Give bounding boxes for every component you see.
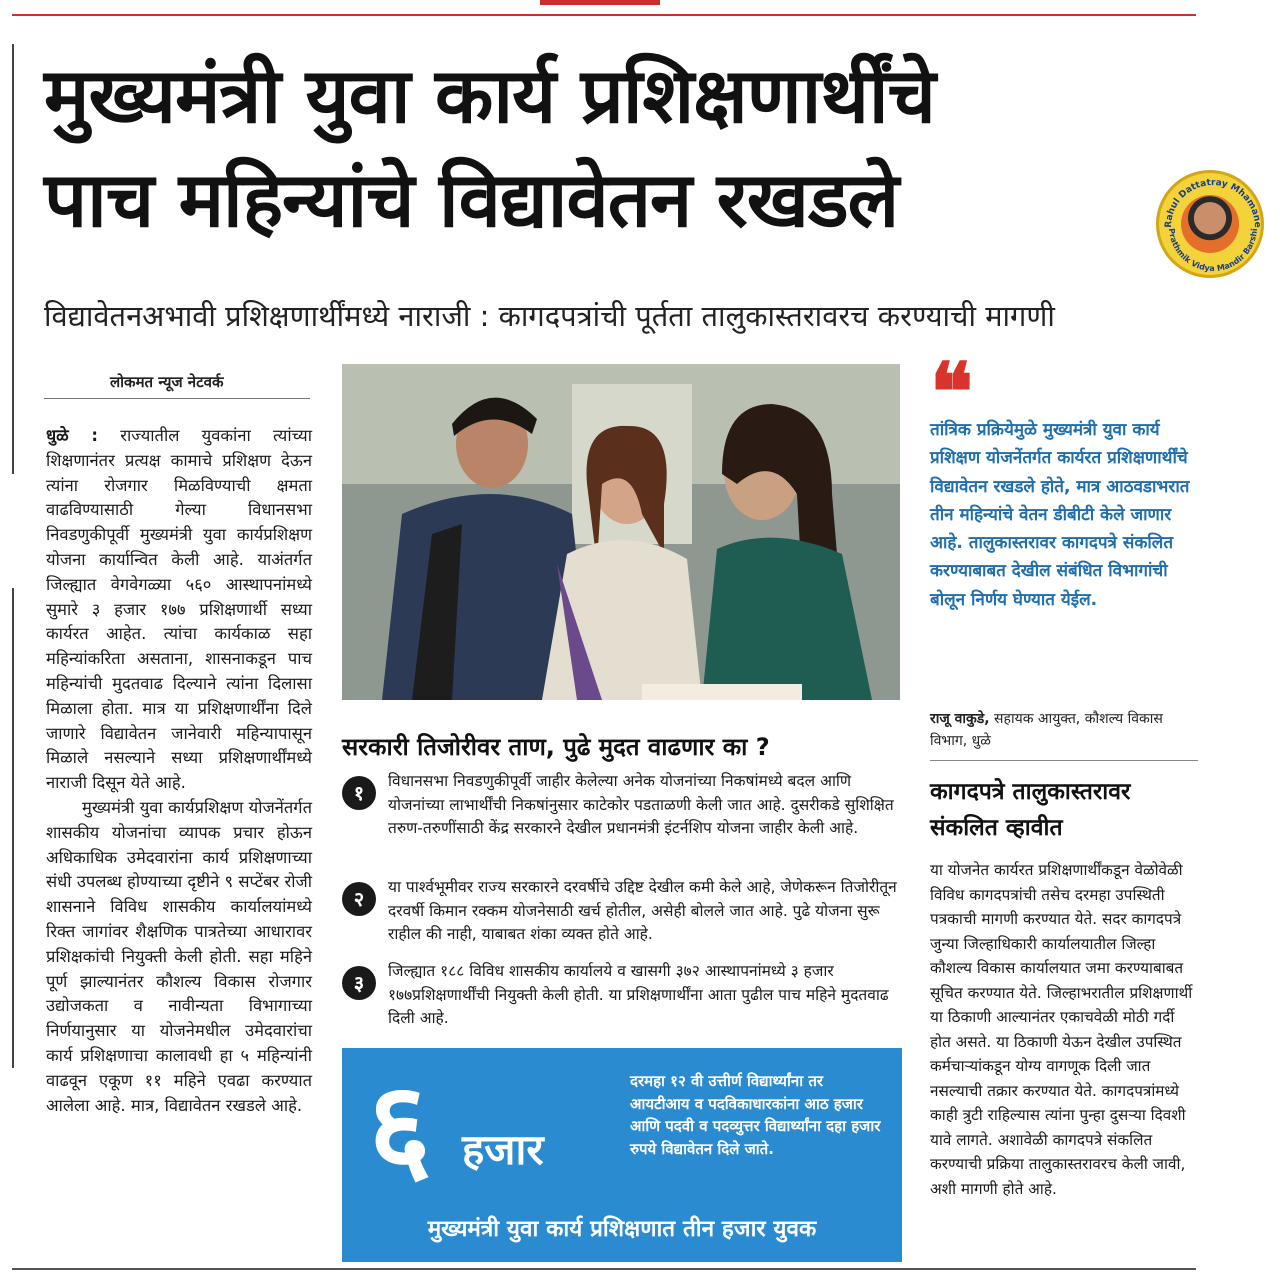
stipend-big-number: ६: [368, 1056, 432, 1198]
badge-bottom-text: Prathmik Vidya Mandir Barshi: [1166, 227, 1259, 274]
headline-line-1: मुख्यमंत्री युवा कार्य प्रशिक्षणार्थींचे: [44, 51, 935, 140]
dateline: धुळे :: [46, 426, 99, 445]
left-article-column: [46, 424, 312, 1118]
section-heading: सरकारी तिजोरीवर ताण, पुढे मुदत वाढणार का ?: [342, 733, 770, 761]
article-paragraph: [46, 424, 312, 796]
left-edge-mark: [12, 44, 14, 474]
byline: लोकमत न्यूज नेटवर्क: [110, 373, 224, 391]
point-text: विधानसभा निवडणुकीपूर्वी जाहीर केलेल्या अनेक योजनांच्या निकषांमध्ये बदल आणि योजनांच्या लाभार्थींची निकषांनुसार काटेकोर पडताळणी केली जात आहे. दुसरीकडे सुशिक्षित तरुण-तरुणींसाठी केंद्र सरकारने देखील प्रधानमंत्री इंटर्नशिप योजना जाहीर केली आहे.: [388, 772, 894, 837]
speaker-name: राजू वाकुडे,: [930, 711, 990, 727]
right-rule: [930, 760, 1198, 761]
point-text: जिल्ह्यात १८८ विविध शासकीय कार्यालये व खासगी ३७२ आस्थापनांमध्ये ३ हजार १७७प्रशिक्षणार्थींची नियुक्ती केली होती. या प्रशिक्षणार्थींना आता पुढील पाच महिने मुदतवाढ दिली आहे.: [388, 962, 889, 1027]
badge-ring-text: [1159, 173, 1267, 281]
subheadline: विद्यावेतनअभावी प्रशिक्षणार्थींमध्ये नाराजी : कागदपत्रांची पूर्तता तालुकास्तरावरच करण्याची मागणी: [44, 299, 1055, 333]
stipend-unit: हजार: [462, 1125, 544, 1174]
students-photo: [342, 364, 900, 700]
right-section-body: या योजनेत कार्यरत प्रशिक्षणार्थींकडून वेळोवेळी विविध कागदपत्रांची तसेच दरमहा उपस्थिती पत्रकाची मागणी करण्यात येते. सदर कागदपत्रे जुन्या जिल्हाधिकारी कार्यालयातील जिल्हा कौशल्य विकास कार्यालयात जमा करण्याबाबत सूचित करण्यात येते. जिल्हाभरातील प्रशिक्षणार्थी या ठिकाणी आल्यानंतर एकाचवेळी मोठी गर्दी होत असते. या ठिकाणी येऊन देखील उपस्थित कर्मचाऱ्यांकडून योग्य वागणूक दिली जात नसल्याची तक्रार करण्यात येते. कागदपत्रांमध्ये काही त्रुटी राहिल्यास त्यांना पुन्हा दुसऱ्या दिवशी यावे लागते. अशावेळी कागदपत्रे संकलित करण्याची प्रक्रिया तालुकास्तरावरच केली जावी, अशी मागणी होते आहे.: [930, 861, 1193, 1198]
point-number: १: [342, 776, 376, 810]
left-edge-mark: [12, 588, 14, 1068]
paragraph-text: राज्यातील युवकांना त्यांच्या शिक्षणानंतर प्रत्यक्ष कामाचे प्रशिक्षण देऊन त्यांना रोजगार मिळविण्याची क्षमता वाढविण्यासाठी गेल्या विधानसभा निवडणुकीपूर्वी मुख्यमंत्री युवा कार्यप्रशिक्षण योजना कार्यान्वित केली आहे. याअंतर्गत जिल्ह्यात वेगवेगळ्या ५६० आस्थापनांमध्ये सुमारे ३ हजार १७७ प्रशिक्षणार्थी सध्या कार्यरत आहेत. त्यांचा कार्यकाळ सहा महिन्यांकरिता असताना, शासनाकडून पाच महिन्यांची मुदतवाढ दिल्याने त्यांना दिलासा मिळाला होता. मात्र या प्रशिक्षणार्थींना दिले जाणारे विद्यावेतन जानेवारी महिन्यापासून मिळाले नसल्याने सध्या प्रशिक्षणार्थींमध्ये नाराजी दिसून येते आहे.: [46, 426, 312, 793]
svg-text:Prathmik Vidya Mandir Barshi: [1167, 228, 1259, 273]
point-number: २: [342, 882, 376, 916]
stipend-box-footer: मुख्यमंत्री युवा कार्य प्रशिक्षणात तीन हजार युवक: [427, 1216, 817, 1242]
photo-illustration: [342, 364, 900, 700]
quote-mark-icon: ❝: [930, 345, 974, 439]
badge-top-text: Rahul Dattatray Mhamane: [1163, 177, 1263, 229]
point-number: ३: [342, 966, 376, 1000]
stipend-description: दरमहा १२ वी उत्तीर्ण विद्यार्थ्यांना तर आयटीआय व पदविकाधारकांना आठ हजार आणि पदवी व पदव्युत्तर विद्यार्थ्यांना दहा हजार रुपये विद्यावेतन दिले जाते.: [630, 1072, 881, 1158]
point-text: या पार्श्वभूमीवर राज्य सरकारने दरवर्षीचे उद्दिष्ट देखील कमी केले आहे, जेणेकरून तिजोरीतून दरवर्षी किमान रक्कम योजनेसाठी खर्च होतील, असेही बोलले जात आहे. पुढे योजना सुरू राहील की नाही, याबाबत शंका व्यक्त होते आहे.: [388, 878, 897, 943]
watermark-badge: [1156, 170, 1264, 278]
speaker-title: सहायक आयुक्त, कौशल्य विकास विभाग, धुळे: [930, 711, 1163, 749]
headline: [44, 44, 1204, 252]
bottom-rule: [12, 1268, 1196, 1270]
article-paragraph: मुख्यमंत्री युवा कार्यप्रशिक्षण योजनेंतर्गत शासकीय योजनांचा व्यापक प्रचार होऊन अधिकाधिक उमेदवारांना कार्य प्रशिक्षणाच्या संधी उपलब्ध होण्याच्या दृष्टीने ९ सप्टेंबर रोजी शासनाने विविध शासकीय कार्यालयांमध्ये रिक्त जागांवर शैक्षणिक पात्रतेच्या आधारावर प्रशिक्षकांची नियुक्ती केली होती. सहा महिने पूर्ण झाल्यानंतर कौशल्य विकास रोजगार उद्योजकता व नावीन्यता विभागाच्या निर्णयानुसार या योजनेमधील उमेदवारांचा कार्य प्रशिक्षणाचा कालावधी हा ५ महिन्यांनी वाढवून एकूण ११ महिने एवढा करण्यात आलेला आहे. मात्र, विद्यावेतन रखडले आहे.: [46, 797, 312, 1115]
pull-quote: तांत्रिक प्रक्रियेमुळे मुख्यमंत्री युवा कार्य प्रशिक्षण योजनेंतर्गत कार्यरत प्रशिक्षणार्थींचे विद्यावेतन रखडले होते, मात्र आठवडाभरात तीन महिन्यांचे वेतन डीबीटी केले जाणार आहे. तालुकास्तरावर कागदपत्रे संकलित करण्याबाबत देखील संबंधित विभागांची बोलून निर्णय घेण्यात येईल.: [930, 420, 1190, 610]
top-rule: [12, 14, 1196, 16]
top-accent-bar: [540, 0, 660, 5]
byline-rule: [44, 398, 310, 399]
headline-line-2: पाच महिन्यांचे विद्यावेतन रखडले: [44, 155, 899, 244]
stipend-info-box: [342, 1048, 902, 1262]
svg-text:Rahul Dattatray Mhamane: [1164, 178, 1262, 228]
quote-attribution: [930, 708, 1198, 752]
right-section-heading: कागदपत्रे तालुकास्तरावर संकलित व्हावीत: [930, 779, 1131, 841]
